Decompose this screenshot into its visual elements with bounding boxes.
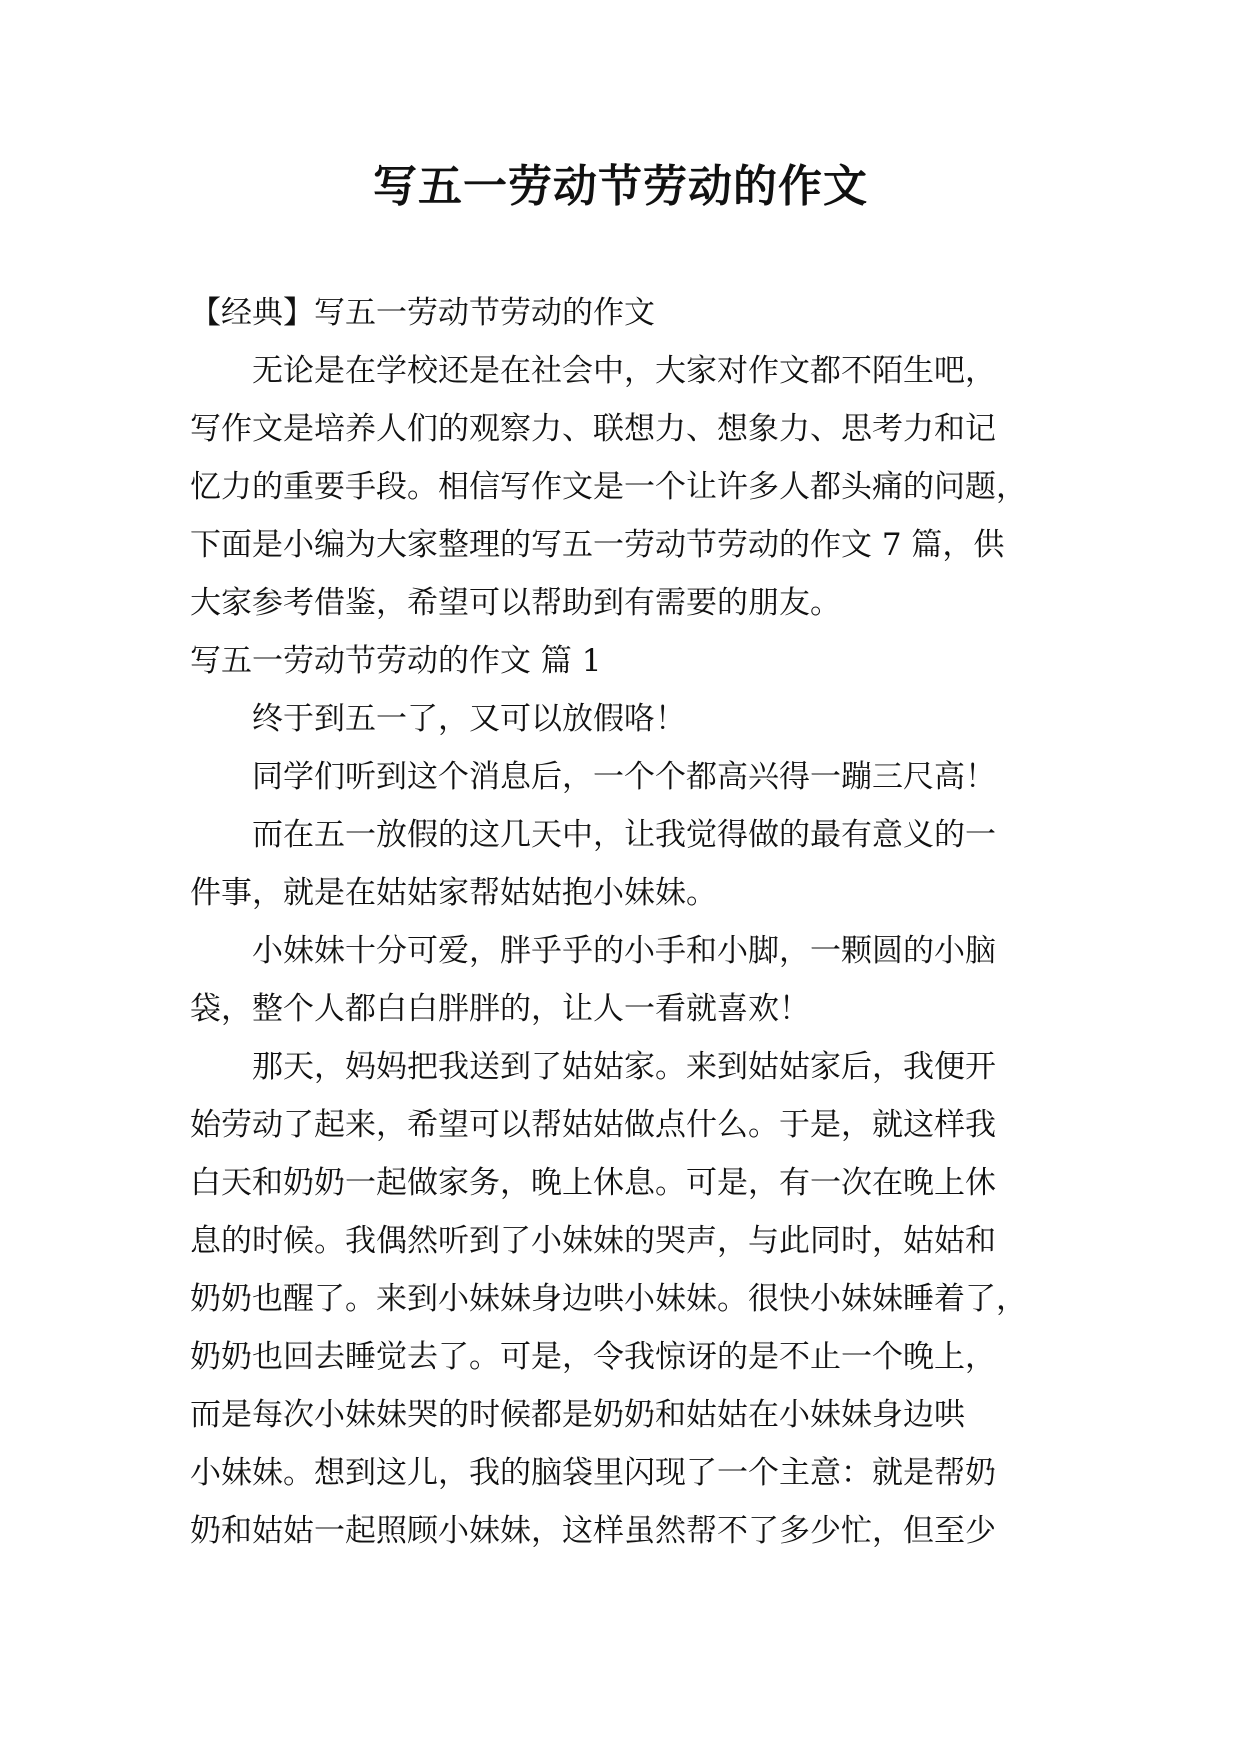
- text-line: 小妹妹十分可爱，胖乎乎的小手和小脚，一颗圆的小脑: [190, 933, 996, 969]
- text-line: 下面是小编为大家整理的写五一劳动节劳动的作文 7 篇，供: [190, 527, 1005, 563]
- text-line: 写作文是培养人们的观察力、联想力、想象力、思考力和记: [190, 411, 996, 447]
- essay-body: [190, 690, 1050, 1560]
- document-body: [190, 280, 1050, 1560]
- text-line: 而是每次小妹妹哭的时候都是奶奶和姑姑在小妹妹身边哄: [190, 1397, 965, 1433]
- text-line: 始劳动了起来，希望可以帮姑姑做点什么。于是，就这样我: [190, 1107, 996, 1143]
- text-line: 件事，就是在姑姑家帮姑姑抱小妹妹。: [190, 875, 717, 911]
- page-title: 写五一劳动节劳动的作文: [373, 161, 868, 212]
- subtitle: 【经典】写五一劳动节劳动的作文: [190, 295, 655, 331]
- text-line: 息的时候。我偶然听到了小妹妹的哭声，与此同时，姑姑和: [190, 1223, 996, 1259]
- text-line: 同学们听到这个消息后，一个个都高兴得一蹦三尺高！: [190, 759, 996, 795]
- text-line: 无论是在学校还是在社会中，大家对作文都不陌生吧，: [190, 353, 996, 389]
- text-line: 大家参考借鉴，希望可以帮助到有需要的朋友。: [190, 585, 841, 621]
- intro-paragraph: [190, 342, 1050, 632]
- text-line: 奶奶也回去睡觉去了。可是，令我惊讶的是不止一个晚上，: [190, 1339, 996, 1375]
- text-line: 忆力的重要手段。相信写作文是一个让许多人都头痛的问题，: [190, 469, 1027, 505]
- text-line: 奶和姑姑一起照顾小妹妹，这样虽然帮不了多少忙，但至少: [190, 1513, 996, 1549]
- text-line: 白天和奶奶一起做家务，晚上休息。可是，有一次在晚上休: [190, 1165, 996, 1201]
- text-line: 终于到五一了，又可以放假咯！: [190, 701, 686, 737]
- text-line: 小妹妹。想到这儿，我的脑袋里闪现了一个主意：就是帮奶: [190, 1455, 996, 1491]
- text-line: 奶奶也醒了。来到小妹妹身边哄小妹妹。很快小妹妹睡着了，: [190, 1281, 1027, 1317]
- section-heading: 写五一劳动节劳动的作文 篇 1: [190, 643, 602, 679]
- text-line: 那天，妈妈把我送到了姑姑家。来到姑姑家后，我便开: [190, 1049, 996, 1085]
- text-line: 而在五一放假的这几天中，让我觉得做的最有意义的一: [190, 817, 996, 853]
- text-line: 袋，整个人都白白胖胖的，让人一看就喜欢！: [190, 991, 810, 1027]
